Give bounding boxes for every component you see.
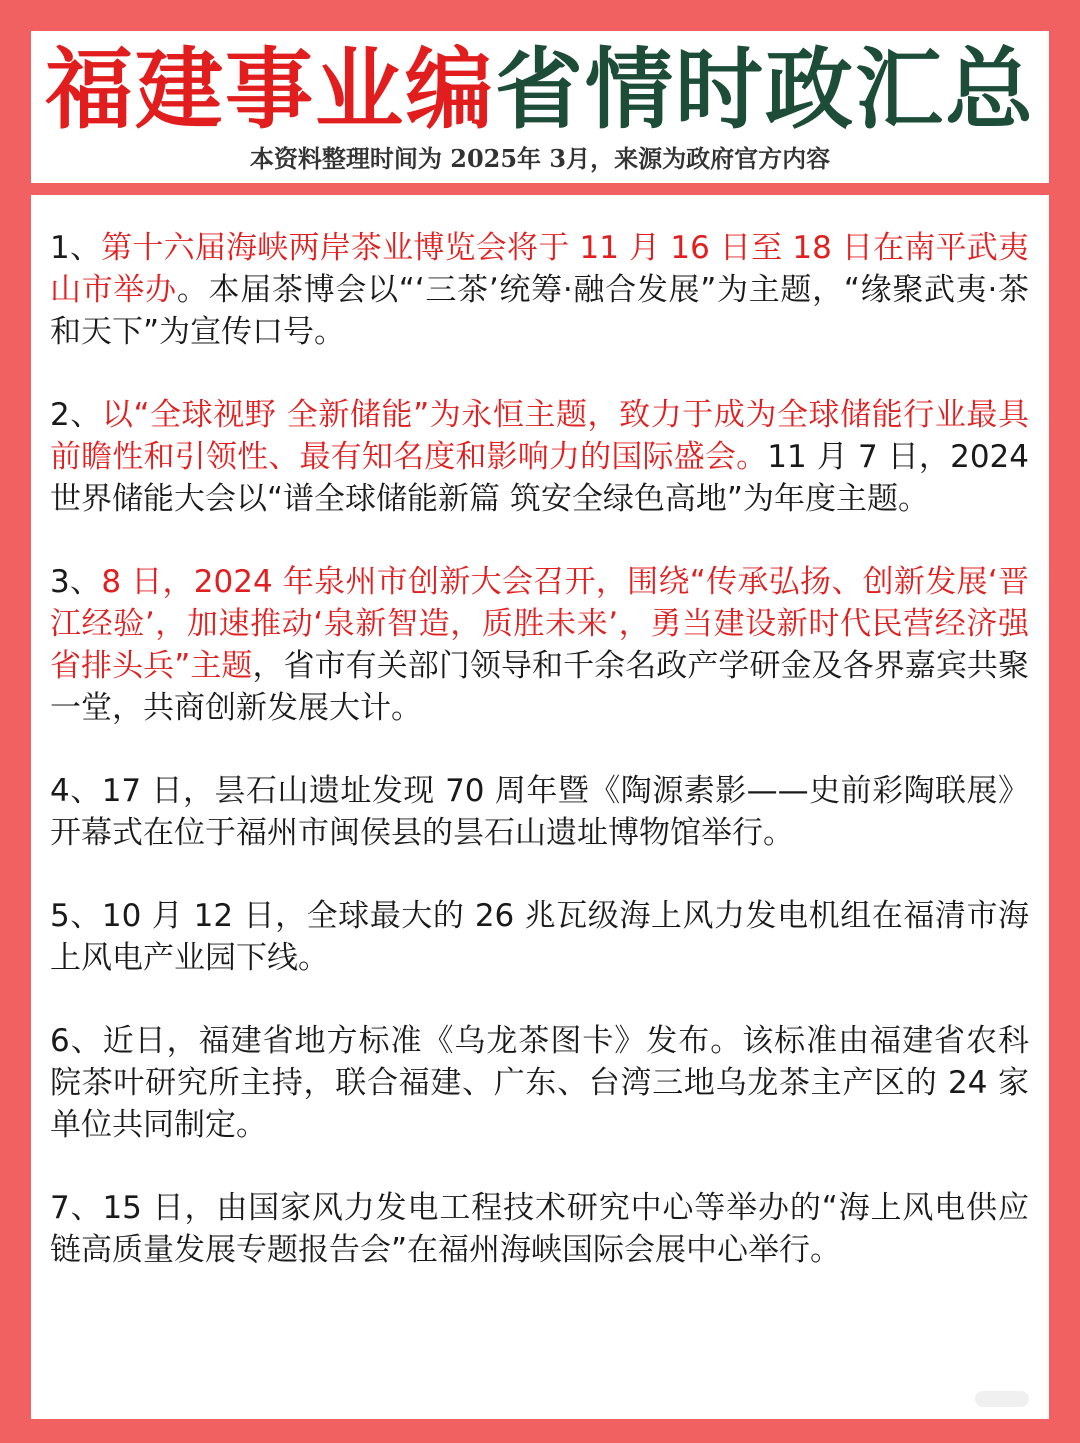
- news-item-3: [50, 561, 1029, 729]
- content-panel: [31, 195, 1049, 1419]
- item-text: 10 月 12 日，全球最大的 26 兆瓦级海上风力发电机组在福清市海上风电产业园下线。: [50, 898, 1029, 976]
- item-number: 6、: [50, 1023, 103, 1059]
- news-item-7: [50, 1187, 1029, 1271]
- news-item-1: [50, 227, 1029, 353]
- item-number: 5、: [50, 898, 102, 934]
- item-highlight: 以“全球视野 全新储能”为永恒主题，致力于成为全球储能行业最具前瞻性和引领性、最有知名度和影响力的国际盛会。: [50, 397, 1029, 475]
- item-text: 11 月 7 日，2024 世界储能大会以“谱全球储能新篇 筑安全绿色高地”为年度主题。: [50, 439, 1030, 517]
- page-title: [31, 39, 1049, 139]
- item-number: 2、: [50, 397, 102, 433]
- news-item-4: [50, 770, 1029, 854]
- news-item-5: [50, 895, 1029, 979]
- item-number: 3、: [50, 564, 102, 600]
- item-highlight: 第十六届海峡两岸茶业博览会将于 11 月 16 日至 18 日在南平武夷山市举办: [50, 230, 1029, 308]
- item-number: 1、: [50, 230, 102, 266]
- item-text: 近日，福建省地方标准《乌龙茶图卡》发布。该标准由福建省农科院茶叶研究所主持，联合福建、广东、台湾三地乌龙茶主产区的 24 家单位共同制定。: [50, 1023, 1029, 1143]
- header-panel: [31, 31, 1049, 183]
- item-text: ，省市有关部门领导和千余名政产学研金及各界嘉宾共聚一堂，共商创新发展大计。: [50, 648, 1029, 726]
- item-number: 7、: [50, 1190, 103, 1226]
- item-text: 17 日，昙石山遗址发现 70 周年暨《陶源素影——史前彩陶联展》开幕式在位于福州市闽侯县的昙石山遗址博物馆举行。: [50, 773, 1029, 851]
- watermark-badge: [975, 1391, 1029, 1407]
- item-text: 15 日，由国家风力发电工程技术研究中心等举办的“海上风电供应链高质量发展专题报告会”在福州海峡国际会展中心举行。: [50, 1190, 1029, 1268]
- item-text: 。本届茶博会以“‘三茶’统筹·融合发展”为主题，“缘聚武夷·茶和天下”为宣传口号。: [50, 272, 1030, 350]
- news-item-2: [50, 394, 1029, 520]
- item-highlight: 8 日，2024 年泉州市创新大会召开，围绕“传承弘扬、创新发展‘晋江经验’，加速推动‘泉新智造，质胜未来’，勇当建设新时代民营经济强省排头兵”主题: [50, 564, 1029, 684]
- page-subtitle: 本资料整理时间为 2025年 3月，来源为政府官方内容: [249, 144, 831, 173]
- item-number: 4、: [50, 773, 102, 809]
- title-red-part: 福建事业编: [44, 37, 495, 141]
- title-green-part: 省情时政汇总: [495, 37, 1036, 141]
- news-item-6: [50, 1020, 1029, 1146]
